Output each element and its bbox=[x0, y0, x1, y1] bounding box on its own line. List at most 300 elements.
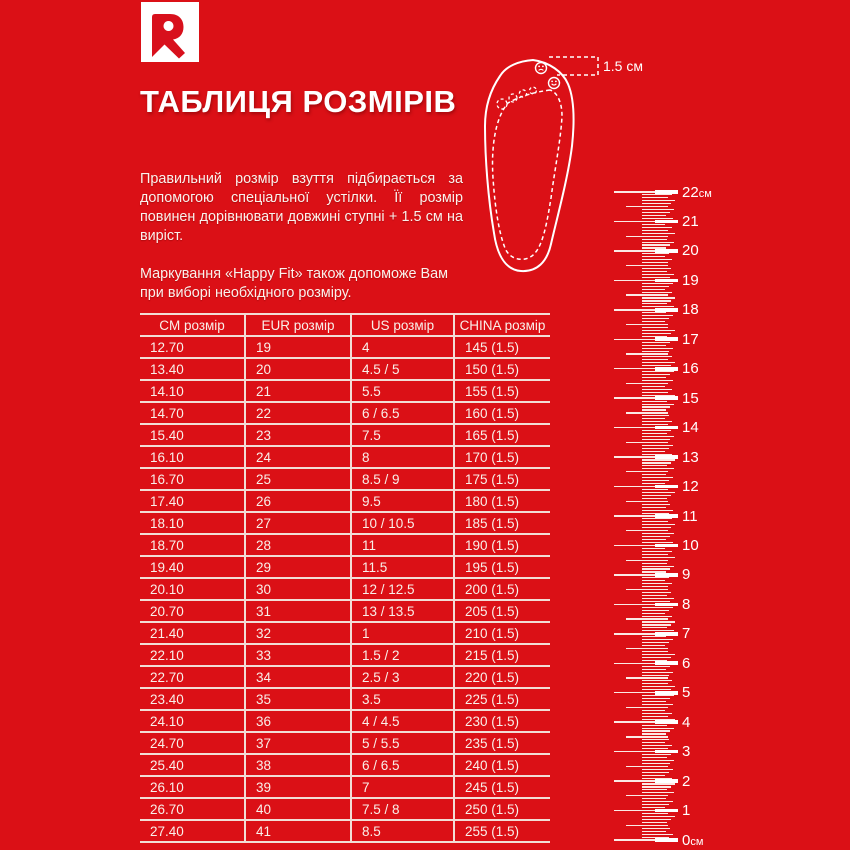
ruler-tick-mm bbox=[642, 598, 674, 599]
happy-face-icon bbox=[549, 78, 560, 89]
table-cell: 30 bbox=[245, 578, 351, 600]
table-cell: 13.40 bbox=[150, 361, 184, 377]
ruler-tick-mm bbox=[642, 454, 672, 455]
ruler-tick-cm bbox=[614, 309, 678, 310]
ruler-tick-cm bbox=[614, 368, 678, 369]
table-row bbox=[140, 710, 550, 732]
ruler-label: 17 bbox=[682, 330, 699, 348]
table-cell: 26.70 bbox=[150, 801, 184, 817]
table-row bbox=[140, 556, 550, 578]
ruler-tick-mm bbox=[642, 539, 666, 540]
toe-outline bbox=[519, 90, 526, 97]
table-row bbox=[140, 776, 550, 798]
ruler-tick-mm bbox=[642, 757, 667, 758]
ruler-tick-mm bbox=[642, 409, 666, 410]
ruler-tick-cm bbox=[614, 515, 678, 516]
ruler-tick-mm bbox=[642, 586, 668, 587]
table-cell: 15.40 bbox=[150, 427, 184, 443]
ruler-tick-cm-bar bbox=[655, 603, 678, 607]
ruler-tick-mm bbox=[642, 342, 670, 343]
ruler-tick-mm bbox=[642, 630, 674, 631]
table-cell: 205 (1.5) bbox=[454, 600, 550, 622]
ruler-tick-mm bbox=[642, 433, 667, 434]
ruler-label: 11 bbox=[682, 507, 698, 525]
page-title: ТАБЛИЦЯ РОЗМІРІВ bbox=[140, 84, 457, 119]
reima-r-icon bbox=[151, 13, 189, 59]
ruler-tick-cm bbox=[614, 751, 678, 752]
ruler-tick-mm bbox=[642, 621, 675, 622]
ruler-tick-cm bbox=[614, 721, 678, 722]
ruler-tick-cm-bar bbox=[655, 396, 678, 400]
table-cell: 250 (1.5) bbox=[454, 798, 550, 820]
ruler-tick-half-cm bbox=[626, 560, 668, 561]
ruler-tick-mm bbox=[642, 418, 665, 419]
ruler-tick-mm bbox=[642, 315, 673, 316]
ruler-tick-mm bbox=[642, 321, 665, 322]
ruler-tick-mm bbox=[642, 489, 668, 490]
ruler-tick-cm-bar bbox=[655, 220, 678, 224]
table-cell: 21 bbox=[245, 380, 351, 402]
table-cell: 20 bbox=[245, 358, 351, 380]
ruler-tick-cm bbox=[614, 427, 678, 428]
table-cell: 20.70 bbox=[150, 603, 184, 619]
ruler-tick-mm bbox=[642, 327, 668, 328]
ruler-tick-mm bbox=[642, 834, 673, 835]
table-cell: 22 bbox=[245, 402, 351, 424]
ruler-tick-mm bbox=[642, 336, 667, 337]
ruler-tick-mm bbox=[642, 474, 666, 475]
table-cell: 39 bbox=[245, 776, 351, 798]
ruler-tick-mm bbox=[642, 436, 674, 437]
ruler-tick-mm bbox=[642, 651, 668, 652]
table-cell: 210 (1.5) bbox=[454, 622, 550, 644]
ruler-label: 9 bbox=[682, 566, 691, 584]
ruler-tick-mm bbox=[642, 698, 670, 699]
table-cell: 24.70 bbox=[150, 735, 184, 751]
table-cell: 29 bbox=[245, 556, 351, 578]
table-cell: 12 / 12.5 bbox=[351, 578, 454, 600]
column-header: CM розмір bbox=[159, 317, 225, 333]
ruler-tick-half-cm bbox=[626, 324, 668, 325]
table-cell: 7.5 bbox=[351, 424, 454, 446]
table-row bbox=[140, 446, 550, 468]
table-cell: 225 (1.5) bbox=[454, 688, 550, 710]
ruler-tick-mm bbox=[642, 778, 672, 779]
ruler-tick-mm bbox=[642, 775, 665, 776]
ruler-tick-mm bbox=[642, 521, 668, 522]
ruler-tick-cm-bar bbox=[655, 249, 678, 253]
ruler-label: 10 bbox=[682, 536, 699, 554]
table-cell: 8.5 / 9 bbox=[351, 468, 454, 490]
table-row bbox=[140, 688, 550, 710]
ruler-tick-mm bbox=[642, 468, 674, 469]
ruler-tick-mm bbox=[642, 362, 675, 363]
ruler-tick-cm-bar bbox=[655, 190, 678, 194]
ruler-tick-mm bbox=[642, 704, 673, 705]
ruler-tick-mm bbox=[642, 686, 675, 687]
ruler-tick-mm bbox=[642, 451, 665, 452]
ruler-tick-mm bbox=[642, 754, 671, 755]
ruler-tick-mm bbox=[642, 389, 672, 390]
ruler-tick-mm bbox=[642, 689, 671, 690]
ruler-tick-mm bbox=[642, 607, 673, 608]
ruler-tick-half-cm bbox=[626, 795, 668, 796]
ruler-tick-mm bbox=[642, 306, 674, 307]
table-cell: 16.10 bbox=[150, 449, 184, 465]
ruler-tick-mm bbox=[642, 312, 666, 313]
ruler-label: 8 bbox=[682, 595, 691, 613]
table-cell: 25.40 bbox=[150, 757, 184, 773]
ruler-tick-mm bbox=[642, 557, 675, 558]
table-cell: 14.70 bbox=[150, 405, 184, 421]
ruler-tick-half-cm bbox=[626, 501, 668, 502]
ruler-tick-mm bbox=[642, 492, 675, 493]
ruler-tick-half-cm bbox=[626, 589, 668, 590]
ruler-tick-mm bbox=[642, 783, 675, 784]
ruler-label: 16 bbox=[682, 360, 699, 378]
ruler-tick-mm bbox=[642, 792, 674, 793]
table-cell: 235 (1.5) bbox=[454, 732, 550, 754]
ruler-tick-half-cm bbox=[626, 648, 668, 649]
ruler-tick-cm-bar bbox=[655, 426, 678, 430]
ruler-tick-mm bbox=[642, 465, 667, 466]
ruler-label: 0см bbox=[682, 831, 704, 849]
table-cell: 22.70 bbox=[150, 669, 184, 685]
table-cell: 23 bbox=[245, 424, 351, 446]
ruler-tick-mm bbox=[642, 592, 671, 593]
ruler-tick-mm bbox=[642, 798, 666, 799]
ruler-tick-mm bbox=[642, 769, 673, 770]
ruler-tick-mm bbox=[642, 804, 669, 805]
ruler-tick-mm bbox=[642, 719, 675, 720]
ruler-tick-mm bbox=[642, 613, 665, 614]
intro-paragraph-1: Правильний розмір взуття підбирається за допомогою спеціальної устілки. Її розмір повинен дорівнювати довжині ступні + 1.5 см на виріст. bbox=[140, 171, 463, 244]
table-cell: 185 (1.5) bbox=[454, 512, 550, 534]
table-cell: 245 (1.5) bbox=[454, 776, 550, 798]
ruler-tick-mm bbox=[642, 401, 667, 402]
ruler-tick-mm bbox=[642, 695, 674, 696]
ruler-tick-mm bbox=[642, 374, 670, 375]
foot-outline bbox=[493, 90, 562, 259]
ruler-tick-mm bbox=[642, 377, 666, 378]
ruler-tick-mm bbox=[642, 728, 674, 729]
ruler-tick-mm bbox=[642, 518, 672, 519]
ruler-tick-cm-bar bbox=[655, 750, 678, 754]
intro-text bbox=[140, 170, 463, 303]
ruler-label: 12 bbox=[682, 478, 699, 496]
table-cell: 12.70 bbox=[150, 339, 184, 355]
ruler-tick-mm bbox=[642, 498, 667, 499]
ruler-label: 19 bbox=[682, 271, 699, 289]
ruler-tick-cm bbox=[614, 574, 678, 575]
ruler-unit: см bbox=[690, 835, 704, 848]
table-cell: 195 (1.5) bbox=[454, 556, 550, 578]
table-cell: 200 (1.5) bbox=[454, 578, 550, 600]
table-cell: 27.40 bbox=[150, 823, 184, 839]
ruler-tick-mm bbox=[642, 710, 665, 711]
ruler-tick-mm bbox=[642, 333, 671, 334]
ruler-tick-mm bbox=[642, 672, 673, 673]
table-cell: 28 bbox=[245, 534, 351, 556]
ruler-tick-half-cm bbox=[626, 736, 668, 737]
ruler-tick-cm-bar bbox=[655, 720, 678, 724]
ruler-tick-cm-bar bbox=[655, 308, 678, 312]
ruler-tick-cm-bar bbox=[655, 661, 678, 665]
ruler-tick-mm bbox=[642, 725, 667, 726]
table-row bbox=[140, 820, 550, 842]
ruler-label: 1 bbox=[682, 802, 691, 820]
brand-logo bbox=[141, 2, 199, 62]
ruler-tick-mm bbox=[642, 583, 672, 584]
ruler-tick-mm bbox=[642, 610, 669, 611]
ruler-tick-cm-bar bbox=[655, 779, 678, 783]
ruler-tick-mm bbox=[642, 601, 670, 602]
ruler-tick-cm-bar bbox=[655, 838, 678, 842]
table-row bbox=[140, 644, 550, 666]
ruler-tick-mm bbox=[642, 395, 675, 396]
ruler-tick-mm bbox=[642, 669, 666, 670]
ruler-tick-cm bbox=[614, 397, 678, 398]
ruler-tick-mm bbox=[642, 348, 673, 349]
table-cell: 32 bbox=[245, 622, 351, 644]
ruler-tick-half-cm bbox=[626, 530, 668, 531]
ruler-label: 21 bbox=[682, 212, 699, 230]
ruler-tick-mm bbox=[642, 733, 666, 734]
intro-paragraph-2: Маркування «Happy Fit» також допоможе Вам при виборі необхідного розміру. bbox=[140, 266, 448, 301]
table-cell: 6 / 6.5 bbox=[351, 754, 454, 776]
table-cell: 240 (1.5) bbox=[454, 754, 550, 776]
table-cell: 2.5 / 3 bbox=[351, 666, 454, 688]
ruler-tick-mm bbox=[642, 760, 674, 761]
table-cell: 26.10 bbox=[150, 779, 184, 795]
table-row bbox=[140, 732, 550, 754]
ruler-tick-mm bbox=[642, 627, 667, 628]
table-cell: 40 bbox=[245, 798, 351, 820]
foot-diagram bbox=[473, 46, 649, 291]
ruler-tick-half-cm bbox=[626, 412, 668, 413]
ruler-tick-mm bbox=[642, 351, 669, 352]
ruler-tick-cm-bar bbox=[655, 367, 678, 371]
ruler-tick-half-cm bbox=[626, 294, 668, 295]
ruler-tick-mm bbox=[642, 513, 669, 514]
ruler-tick-mm bbox=[642, 386, 665, 387]
ruler-tick-cm-bar bbox=[655, 544, 678, 548]
ruler-tick-half-cm bbox=[626, 825, 668, 826]
ruler-label: 2 bbox=[682, 772, 691, 790]
ruler-tick-half-cm bbox=[626, 618, 668, 619]
ruler-tick-cm bbox=[614, 456, 678, 457]
table-row bbox=[140, 468, 550, 490]
table-cell: 170 (1.5) bbox=[454, 446, 550, 468]
ruler-tick-mm bbox=[642, 292, 672, 293]
ruler-label: 6 bbox=[682, 654, 691, 672]
ruler-tick-cm bbox=[614, 633, 678, 634]
ruler-tick-cm-bar bbox=[655, 485, 678, 489]
ruler-tick-mm bbox=[642, 816, 675, 817]
ruler-tick-mm bbox=[642, 748, 668, 749]
ruler-tick-mm bbox=[642, 297, 675, 298]
table-cell: 27 bbox=[245, 512, 351, 534]
ruler-tick-mm bbox=[642, 536, 670, 537]
ruler-tick-mm bbox=[642, 624, 671, 625]
ruler-tick-mm bbox=[642, 636, 666, 637]
table-cell: 38 bbox=[245, 754, 351, 776]
insole-outline bbox=[485, 60, 574, 271]
table-row bbox=[140, 754, 550, 776]
ruler-tick-mm bbox=[642, 580, 665, 581]
table-cell: 215 (1.5) bbox=[454, 644, 550, 666]
table-cell: 34 bbox=[245, 666, 351, 688]
ruler-label: 3 bbox=[682, 743, 691, 761]
ruler-tick-cm bbox=[614, 692, 678, 693]
ruler-tick-mm bbox=[642, 660, 667, 661]
table-cell: 4 / 4.5 bbox=[351, 710, 454, 732]
table-cell: 190 (1.5) bbox=[454, 534, 550, 556]
ruler-tick-mm bbox=[642, 577, 669, 578]
ruler-tick-cm-bar bbox=[655, 514, 678, 518]
ruler-tick-mm bbox=[642, 548, 665, 549]
ruler-tick-half-cm bbox=[626, 383, 668, 384]
ruler-tick-mm bbox=[642, 822, 667, 823]
ruler-tick-mm bbox=[642, 675, 669, 676]
table-row bbox=[140, 622, 550, 644]
table-cell: 20.10 bbox=[150, 581, 184, 597]
ruler-tick-cm-bar bbox=[655, 455, 678, 459]
ruler-tick-mm bbox=[642, 739, 669, 740]
ruler-tick-mm bbox=[642, 504, 670, 505]
table-cell: 18.10 bbox=[150, 515, 184, 531]
ruler-tick-mm bbox=[642, 542, 673, 543]
ruler-label: 15 bbox=[682, 389, 699, 407]
ruler-tick-cm-bar bbox=[655, 809, 678, 813]
table-cell: 165 (1.5) bbox=[454, 424, 550, 446]
ruler-tick-mm bbox=[642, 568, 670, 569]
ruler-tick-mm bbox=[642, 666, 670, 667]
table-cell: 11.5 bbox=[351, 556, 454, 578]
ruler-tick-mm bbox=[642, 837, 669, 838]
ruler-tick-mm bbox=[642, 566, 674, 567]
sad-face-icon bbox=[536, 63, 547, 74]
column-header: EUR розмір bbox=[245, 314, 351, 336]
ruler-tick-mm bbox=[642, 571, 666, 572]
ruler-tick-mm bbox=[642, 551, 672, 552]
ruler-tick-mm bbox=[642, 318, 669, 319]
column-header: US розмір bbox=[351, 314, 454, 336]
table-cell: 26 bbox=[245, 490, 351, 512]
table-cell: 35 bbox=[245, 688, 351, 710]
ruler-tick-mm bbox=[642, 480, 669, 481]
ruler-tick-mm bbox=[642, 801, 673, 802]
ruler-tick-half-cm bbox=[626, 677, 668, 678]
ruler-tick-half-cm bbox=[626, 471, 668, 472]
table-cell: 11 bbox=[351, 534, 454, 556]
ruler-tick-cm-bar bbox=[655, 279, 678, 283]
table-cell: 160 (1.5) bbox=[454, 402, 550, 424]
table-cell: 230 (1.5) bbox=[454, 710, 550, 732]
table-cell: 18.70 bbox=[150, 537, 184, 553]
ruler-label: 14 bbox=[682, 419, 699, 437]
ruler-tick-mm bbox=[642, 772, 669, 773]
ruler-tick-mm bbox=[642, 828, 670, 829]
table-cell: 1.5 / 2 bbox=[351, 644, 454, 666]
ruler-tick-mm bbox=[642, 680, 672, 681]
ruler-tick-cm bbox=[614, 486, 678, 487]
table-cell: 3.5 bbox=[351, 688, 454, 710]
ruler-tick-mm bbox=[642, 380, 673, 381]
table-row bbox=[140, 380, 550, 402]
ruler-tick-cm-bar bbox=[655, 632, 678, 636]
ruler-tick-mm bbox=[642, 616, 672, 617]
ruler-tick-mm bbox=[642, 745, 672, 746]
ruler-tick-cm bbox=[614, 663, 678, 664]
ruler-tick-mm bbox=[642, 730, 670, 731]
table-row bbox=[140, 600, 550, 622]
column-header: CHINA розмір bbox=[454, 314, 550, 336]
table-cell: 41 bbox=[245, 820, 351, 842]
table-cell: 25 bbox=[245, 468, 351, 490]
ruler-tick-mm bbox=[642, 533, 674, 534]
ruler-tick-mm bbox=[642, 495, 671, 496]
table-cell: 19 bbox=[245, 336, 351, 358]
ruler-tick-mm bbox=[642, 831, 666, 832]
ruler-tick-mm bbox=[642, 421, 672, 422]
table-cell: 5.5 bbox=[351, 380, 454, 402]
ruler-tick-mm bbox=[642, 683, 668, 684]
ruler-tick-mm bbox=[642, 642, 669, 643]
table-cell: 7 bbox=[351, 776, 454, 798]
table-row bbox=[140, 402, 550, 424]
table-cell: 23.40 bbox=[150, 691, 184, 707]
table-row bbox=[140, 424, 550, 446]
ruler-tick-mm bbox=[642, 554, 668, 555]
table-cell: 180 (1.5) bbox=[454, 490, 550, 512]
ruler-tick-mm bbox=[642, 404, 674, 405]
size-table bbox=[140, 313, 550, 843]
ruler-label: 20 bbox=[682, 242, 699, 260]
table-cell: 24 bbox=[245, 446, 351, 468]
ruler-tick-mm bbox=[642, 300, 671, 301]
ruler-unit: см bbox=[698, 187, 712, 200]
ruler-tick-mm bbox=[642, 439, 670, 440]
ruler-tick-mm bbox=[642, 356, 672, 357]
table-cell: 21.40 bbox=[150, 625, 184, 641]
table-cell: 22.10 bbox=[150, 647, 184, 663]
ruler-tick-mm bbox=[642, 524, 675, 525]
ruler-tick-mm bbox=[642, 303, 667, 304]
table-cell: 8.5 bbox=[351, 820, 454, 842]
table-row bbox=[140, 578, 550, 600]
ruler-tick-half-cm bbox=[626, 766, 668, 767]
table-cell: 4 bbox=[351, 336, 454, 358]
ruler-tick-half-cm bbox=[626, 707, 668, 708]
ruler-tick-mm bbox=[642, 424, 668, 425]
ruler-tick-half-cm bbox=[626, 442, 668, 443]
ruler-tick-mm bbox=[642, 701, 666, 702]
ruler-tick-mm bbox=[642, 392, 668, 393]
table-cell: 1 bbox=[351, 622, 454, 644]
table-cell: 145 (1.5) bbox=[454, 336, 550, 358]
table-cell: 6 / 6.5 bbox=[351, 402, 454, 424]
ruler-tick-mm bbox=[642, 330, 675, 331]
table-cell: 220 (1.5) bbox=[454, 666, 550, 688]
ruler-tick-mm bbox=[642, 716, 668, 717]
ruler-tick-mm bbox=[642, 819, 671, 820]
ruler-tick-cm bbox=[614, 839, 678, 840]
ruler-tick-cm bbox=[614, 810, 678, 811]
ruler-label: 13 bbox=[682, 448, 699, 466]
ruler-tick-mm bbox=[642, 510, 673, 511]
ruler-tick-mm bbox=[642, 645, 665, 646]
